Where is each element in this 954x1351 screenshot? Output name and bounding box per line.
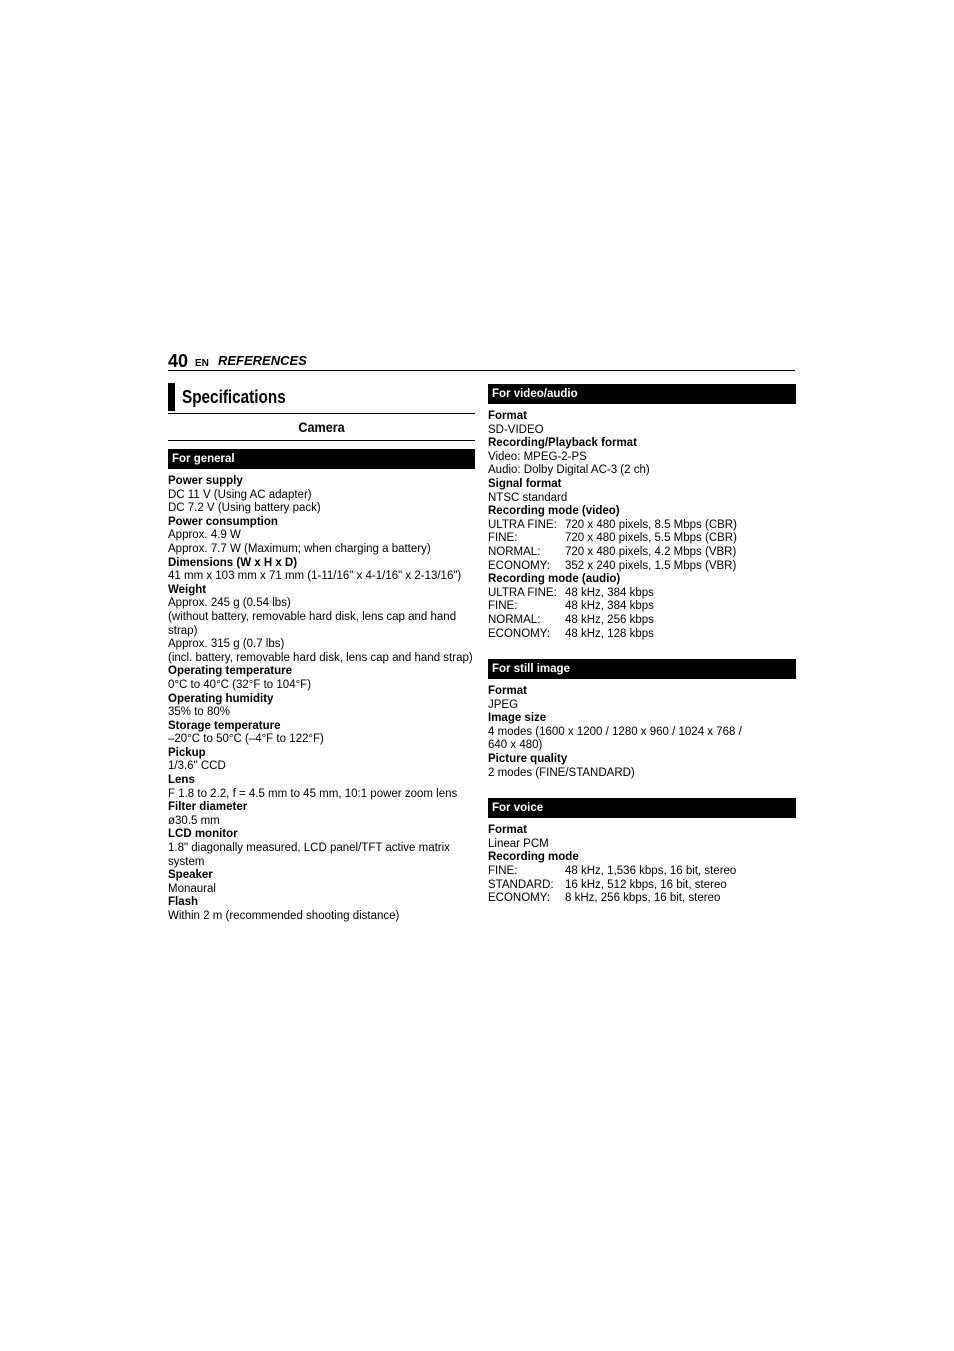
mode-spec: 48 kHz, 384 kbps xyxy=(565,586,654,599)
spec-label: Power consumption xyxy=(168,515,278,528)
page-number: 40 xyxy=(168,351,189,371)
mode-row xyxy=(488,865,798,879)
mode-name: ULTRA FINE: xyxy=(488,586,557,599)
spec-value: Approx. 245 g (0.54 lbs) xyxy=(168,597,291,610)
spec-value: 1.8" diagonally measured, LCD panel/TFT active matrix system xyxy=(168,842,450,868)
mode-spec: 8 kHz, 256 kbps, 16 bit, stereo xyxy=(565,892,721,905)
spec-label: Lens xyxy=(168,774,195,787)
spec-label: Filter diameter xyxy=(168,801,248,814)
spec-value: –20°C to 50°C (–4°F to 122°F) xyxy=(168,733,324,746)
mode-spec: 48 kHz, 256 kbps xyxy=(565,613,654,626)
mode-row xyxy=(488,892,798,906)
mode-row xyxy=(488,879,798,893)
spec-value: Approx. 7.7 W (Maximum; when charging a battery) xyxy=(168,542,431,555)
divider xyxy=(168,413,475,414)
spec-value: 4 modes (1600 x 1200 / 1280 x 960 / 1024 x 768 / 640 x 480) xyxy=(488,725,742,752)
spec-label: Power supply xyxy=(168,475,243,487)
page-header xyxy=(168,352,795,371)
spec-value: 35% to 80% xyxy=(168,706,231,719)
page-title: Specifications xyxy=(182,387,286,407)
mode-row xyxy=(488,628,798,642)
spec-label: Format xyxy=(488,824,527,837)
mode-row xyxy=(488,560,798,574)
spec-value: Audio: Dolby Digital AC-3 (2 ch) xyxy=(488,464,650,477)
mode-spec: 48 kHz, 1,536 kbps, 16 bit, stereo xyxy=(565,865,737,878)
spec-label: Recording/Playback format xyxy=(488,437,637,450)
spec-value: (incl. battery, removable hard disk, lens cap and hand strap) xyxy=(168,651,473,664)
spec-value: Video: MPEG-2-PS xyxy=(488,450,587,463)
spec-value: 0°C to 40°C (32°F to 104°F) xyxy=(168,678,312,691)
spec-value: Approx. 315 g (0.7 lbs) xyxy=(168,638,285,651)
section-name: REFERENCES xyxy=(218,353,307,368)
spec-label: Weight xyxy=(168,583,207,596)
mode-row xyxy=(488,614,798,628)
mode-spec: 352 x 240 pixels, 1.5 Mbps (VBR) xyxy=(565,559,737,572)
mode-name: ULTRA FINE: xyxy=(488,518,557,531)
spec-label: Operating humidity xyxy=(168,692,274,705)
spec-value: (without battery, removable hard disk, lens cap and hand strap) xyxy=(168,610,457,637)
spec-label: Image size xyxy=(488,712,547,725)
spec-value: DC 7.2 V (Using battery pack) xyxy=(168,502,321,515)
still-image-heading: For still image xyxy=(488,659,796,679)
camera-heading: Camera xyxy=(298,419,345,435)
video-audio-heading: For video/audio xyxy=(488,384,796,404)
spec-value: Linear PCM xyxy=(488,837,549,850)
mode-row xyxy=(488,546,798,560)
divider xyxy=(168,440,475,441)
language-code: EN xyxy=(195,358,209,369)
mode-spec: 720 x 480 pixels, 8.5 Mbps (CBR) xyxy=(565,518,737,531)
spec-label: Flash xyxy=(168,896,199,909)
spec-value: Monaural xyxy=(168,882,216,895)
spec-value: 1/3.6" CCD xyxy=(168,760,226,773)
title-marker xyxy=(168,383,175,411)
general-spec-list xyxy=(168,475,478,924)
mode-spec: 720 x 480 pixels, 5.5 Mbps (CBR) xyxy=(565,532,737,545)
spec-value: Within 2 m (recommended shooting distance) xyxy=(168,910,400,922)
spec-value: SD-VIDEO xyxy=(488,423,544,436)
spec-label: Dimensions (W x H x D) xyxy=(168,556,298,569)
mode-name: ECONOMY: xyxy=(488,892,550,905)
mode-spec: 16 kHz, 512 kbps, 16 bit, stereo xyxy=(565,878,727,891)
spec-value: DC 11 V (Using AC adapter) xyxy=(168,488,312,501)
mode-spec: 48 kHz, 128 kbps xyxy=(565,627,654,640)
spec-value: Approx. 4.9 W xyxy=(168,529,241,542)
mode-name: FINE: xyxy=(488,865,518,878)
mode-name: NORMAL: xyxy=(488,545,541,558)
spec-value: F 1.8 to 2.2, f = 4.5 mm to 45 mm, 10:1 power zoom lens xyxy=(168,787,458,800)
mode-name: STANDARD: xyxy=(488,878,554,891)
spec-label: Recording mode (video) xyxy=(488,505,620,518)
spec-label: Recording mode xyxy=(488,851,579,864)
general-section xyxy=(168,449,478,924)
spec-label: Picture quality xyxy=(488,753,568,766)
voice-heading: For voice xyxy=(488,798,796,818)
mode-name: ECONOMY: xyxy=(488,559,550,572)
spec-label: Signal format xyxy=(488,477,562,490)
spec-label: Pickup xyxy=(168,746,206,759)
spec-value: 2 modes (FINE/STANDARD) xyxy=(488,766,635,779)
spec-label: Format xyxy=(488,685,527,698)
mode-name: FINE: xyxy=(488,532,518,545)
general-heading: For general xyxy=(168,449,475,469)
mode-row xyxy=(488,587,798,601)
mode-spec: 720 x 480 pixels, 4.2 Mbps (VBR) xyxy=(565,545,737,558)
spec-value: JPEG xyxy=(488,698,519,711)
media-sections xyxy=(488,384,798,906)
spec-label: Format xyxy=(488,410,527,422)
spec-label: Storage temperature xyxy=(168,719,281,732)
spec-label: Operating temperature xyxy=(168,665,292,678)
mode-name: ECONOMY: xyxy=(488,627,550,640)
spec-label: Recording mode (audio) xyxy=(488,573,621,586)
spec-value: NTSC standard xyxy=(488,491,568,504)
spec-value: 41 mm x 103 mm x 71 mm (1-11/16" x 4-1/16" x 2-13/16") xyxy=(168,570,462,583)
mode-spec: 48 kHz, 384 kbps xyxy=(565,600,654,613)
spec-value: ø30.5 mm xyxy=(168,814,220,827)
mode-row xyxy=(488,532,798,546)
mode-name: FINE: xyxy=(488,600,518,613)
title-block xyxy=(168,383,475,411)
spec-label: LCD monitor xyxy=(168,828,238,841)
spec-label: Speaker xyxy=(168,869,213,882)
mode-row xyxy=(488,519,798,533)
mode-name: NORMAL: xyxy=(488,613,541,626)
mode-row xyxy=(488,600,798,614)
